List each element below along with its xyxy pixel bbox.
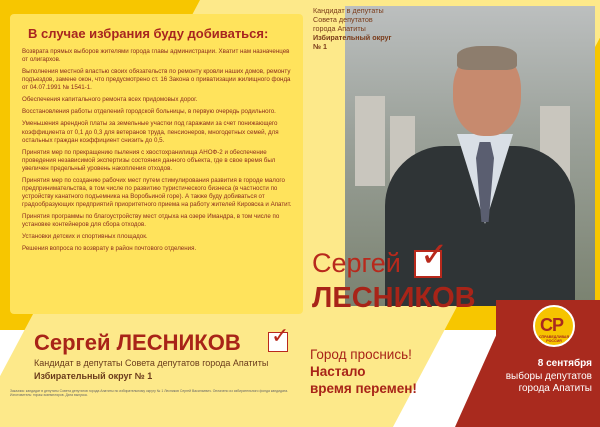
party-logo-icon (533, 305, 575, 347)
candidate-last-name: ЛЕСНИКОВ (312, 282, 476, 314)
hair (457, 46, 517, 70)
building (355, 96, 385, 186)
program-point: Выполнения местной властью своих обязательств по ремонту кровли наших домов, ремонту подъездов, замене окон, что предусмотрено ст. 16 Закона о приватизации жилищного фонда от 04.07.1991 № 1541-1. (22, 68, 291, 92)
program-point: Принятия мер по прекращению пыления с хвостохранилища АНОФ-2 и обеспечение проведения независимой экспертизы состояния данного объекта, где в свое время был увеличен предельный уровень накопления отходов. (22, 148, 276, 172)
candidate-subtitle: Кандидат в депутаты Совета депутатов города Апатиты (34, 358, 269, 368)
logo-letters: СР (540, 315, 564, 335)
election-date: 8 сентября (537, 358, 592, 369)
slogan (310, 347, 417, 398)
program-point: Возврата прямых выборов жителями города главы администрации. Хватит нам назначенцев от олигархов. (22, 48, 290, 64)
slogan-line: время перемен! (310, 380, 417, 396)
candidate-first-name: Сергей (312, 248, 401, 278)
checkbox-check-icon: ✓ (414, 250, 442, 278)
program-point: Обеспечения капитального ремонта всех придомовых дорог. (22, 96, 198, 104)
program-point: Уменьшения арендной платы за земельные участки под гаражами за счет понижающего коэффициента от 0,1 до 0,3 для ветеранов труда, пенсионеров, многодетных семей, для остальных граждан коэффициент снизить до 0,5. (22, 120, 279, 144)
role-line: Совета депутатов (313, 15, 373, 24)
slogan-line: Город проснись! (310, 347, 412, 362)
program-point: Принятия мер по созданию рабочих мест путем стимулирования развития в городе малого предпринимательства, в том числе по развитию туристического бизнеса (в частности по устройству канатного подъемника на Воробьиной горе). А также буду добиваться от градообразующих предприятий приоритетного приема на работу жителей Кировска и Апатит. (22, 176, 292, 208)
logo-text: СПРАВЕДЛИВАЯ РОССИЯ (538, 335, 570, 343)
program-points (22, 48, 294, 257)
legal-imprint: Заказчик: кандидат в депутаты Совета депутатов города Апатиты по избирательному округу № 1 Лесников Сергей Васильевич. Оплачено из избирательного фонда кандидата. Изготовитель: тираж экземпляров. Дата выпуска. (10, 389, 289, 398)
program-point: Восстановления работы отделений городской больницы, в первую очередь родильного. (22, 108, 276, 116)
candidate-full-name: Сергей ЛЕСНИКОВ (34, 330, 241, 355)
program-point: Установки детских и спортивных площадок. (22, 233, 148, 241)
checkbox-check-icon: ✓ (268, 332, 288, 352)
district-label: Избирательный округ № 1 (313, 33, 392, 51)
program-point: Принятия программы по благоустройству мест отдыха на озере Имандра, в том числе по установке контейнеров для сбора отходов. (22, 213, 280, 229)
program-point: Решения вопроса по возврату в район почтового отделения. (22, 245, 197, 253)
election-line: города Апатиты (518, 383, 592, 394)
candidate-role (313, 6, 393, 51)
election-line: выборы депутатов (505, 370, 592, 382)
slogan-line: Настало (310, 363, 366, 379)
role-line: города Апатиты (313, 24, 366, 33)
program-heading: В случае избрания буду добиваться: (28, 26, 269, 41)
role-line: Кандидат в депутаты (313, 6, 384, 15)
election-info (480, 358, 592, 396)
candidate-subtitle-district: Избирательный округ № 1 (34, 371, 153, 381)
